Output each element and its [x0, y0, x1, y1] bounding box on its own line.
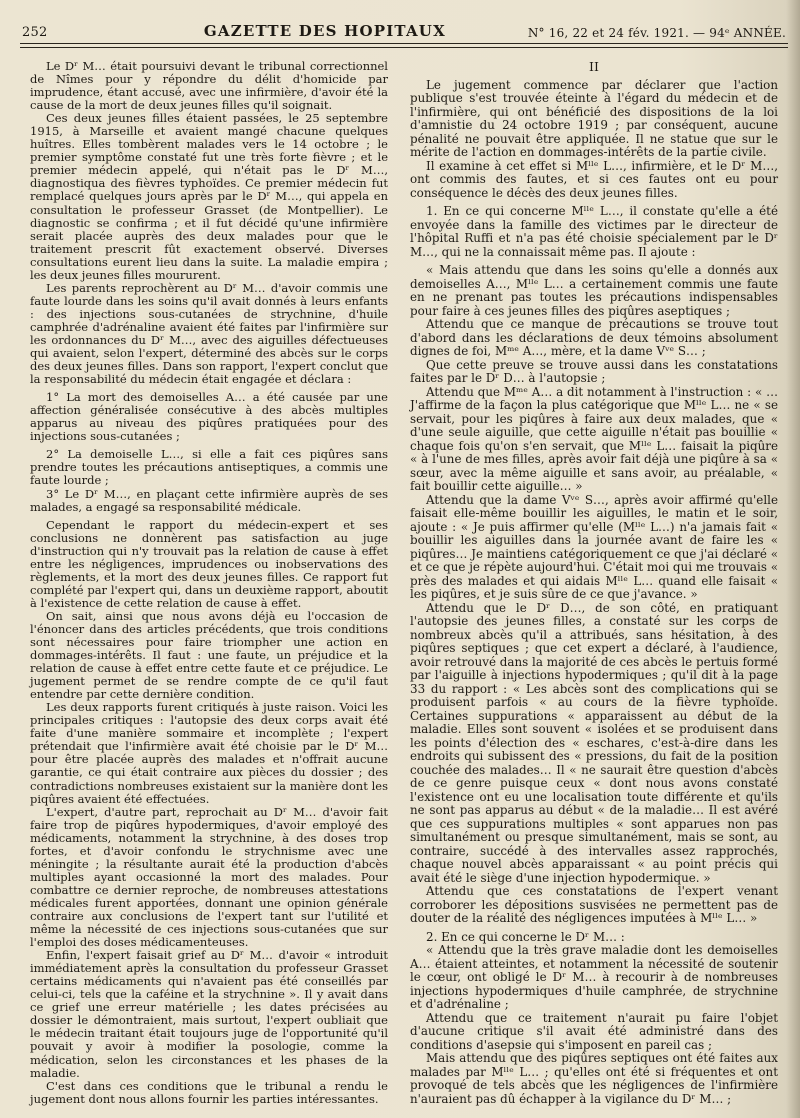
- paragraph: Attendu que la dame Vᵛᵉ S…, après avoir affirmé qu'elle faisait elle-même bouillir les aiguilles, le matin et le soir, ajoute : « Je puis affirmer qu'elle (Mˡˡᵉ L…) n'a jamais fait « bouillir les aiguilles dans la journée avant de faire les « piqûres… Je maintiens catégoriquement ce que j'ai déclaré « et ce que je répète aujourd'hui. C'était moi qui me trouvais « près des malades et qui aidais Mˡˡᵉ L… quand elle faisait « les piqûres, et je suis sûre de ce que j'avance. »: [410, 492, 778, 601]
- journal-title: GAZETTE DES HOPITAUX: [203, 22, 446, 40]
- paragraph: On sait, ainsi que nous avons déjà eu l'occasion de l'énoncer dans des articles précédents, que trois conditions sont nécessaires pour faire triompher une action en dommages-intérêts. Il faut : une faute, un préjudice et la relation de cause à effet entre cette faute et ce préjudice. Le jugement permet de se rendre compte de ce qu'il faut entendre par cette dernière condition.: [30, 608, 388, 702]
- paragraph: Attendu que ces constatations de l'expert venant corroborer les dépositions susvisées ne permettent pas de douter de la réalité des négligences imputées à Mˡˡᵉ L… »: [410, 884, 778, 925]
- paragraph: C'est dans ces conditions que le tribunal a rendu le jugement dont nous allons fournir les parties intéressantes.: [30, 1078, 388, 1106]
- page-edge-shadow: [786, 0, 800, 1118]
- paragraph: Attendu que ce manque de précautions se trouve tout d'abord dans les déclarations de deux témoins absolument dignes de foi, Mᵐᵉ A…, mère, et la dame Vᵛᵉ S… ;: [410, 317, 778, 358]
- header-rule-thin: [20, 47, 788, 48]
- paragraph: Les deux rapports furent critiqués à juste raison. Voici les principales critiques : l'autopsie des deux corps avait été faite d'une manière sommaire et incomplète ; l'expert prétendait que l'infirmière avait été choisie par le Dʳ M… pour être placée auprès des malades et n'offrait aucune garantie, ce qui était contraire aux pièces du dossier ; des contradictions nombreuses existaient sur la manière dont les piqûres avaient été effectuées.: [30, 700, 388, 806]
- page-header: [22, 14, 786, 40]
- paragraph: 2° La demoiselle L…, si elle a fait ces piqûres sans prendre toutes les précautions antiseptiques, a commis une faute lourde ;: [30, 447, 388, 488]
- section-number: II: [589, 59, 599, 74]
- paragraph: Cependant le rapport du médecin-expert et ses conclusions ne donnèrent pas satisfaction au juge d'instruction qui n'y trouvait pas la relation de cause à effet entre les négligences, imprudences ou inobservations des règlements, et la mort des deux jeunes filles. Ce rapport fut complété par l'expert qui, dans un deuxième rapport, aboutit à l'existence de cette relation de cause à effet.: [30, 517, 388, 610]
- paragraph: Enfin, l'expert faisait grief au Dʳ M… d'avoir « introduit immédiatement après la consultation du professeur Grasset certains médicaments qui n'avaient pas été conseillés par celui-ci, tels que la caféine et la strychnine ». Il y avait dans ce grief une erreur matérielle ; les dates précisées au dossier le démontraient, mais surtout, l'expert oubliait que le médecin traitant était toujours juge de l'opportunité qu'il pouvait y avoir à modifier la posologie, comme la médication, selon les circonstances et les phases de la maladie.: [30, 948, 388, 1080]
- paragraph: « Attendu que la très grave maladie dont les demoiselles A… étaient atteintes, et notamment la nécessité de soutenir le cœur, ont obligé le Dʳ M… à recourir à de nombreuses injections hypodermiques d'huile camphrée, de strychnine et d'adrénaline ;: [410, 943, 778, 1011]
- paragraph: Il examine à cet effet si Mˡˡᵉ L…, infirmière, et le Dʳ M…, ont commis des fautes, et si ces fautes ont eu pour conséquence le décès des deux jeunes filles.: [410, 158, 778, 200]
- right-column: [410, 60, 778, 1106]
- paragraph: Le jugement commence par déclarer que l'action publique s'est trouvée éteinte à l'égard du médecin et de l'infirmière, qui ont bénéficié des dispositions de la loi d'amnistie du 24 octobre 1919 ; par conséquent, aucune pénalité ne pouvait être appliquée. Il ne statue que sur le mérite de l'action en dommages-intérêts de la partie civile.: [410, 77, 778, 159]
- paragraph: 2. En ce qui concerne le Dʳ M… :: [426, 929, 625, 944]
- header-rule-thick: [20, 43, 788, 44]
- paragraph: 1° La mort des demoiselles A… a été causée par une affection généralisée consécutive à des abcès multiples apparus au niveau des piqûres pratiquées pour des injections sous-cutanées ;: [30, 390, 388, 444]
- paragraph: Attendu que Mᵐᵉ A… a dit notamment à l'instruction : « … J'affirme de la façon la plus catégorique que Mˡˡᵉ L… ne « se servait, pour les piqûres à faire aux deux malades, que « d'une seule aiguille, que cette aiguille n'était pas bouillie « chaque fois qu'on s'en servait, que Mˡˡᵉ L… faisait la piqûre « à l'une de mes filles, après avoir fait déjà une piqûre à sa « sœur, avec la même aiguille et sans avoir, au préalable, « fait bouillir cette aiguille… »: [410, 384, 778, 493]
- paragraph: Attendu que le Dʳ D…, de son côté, en pratiquant l'autopsie des jeunes filles, a constaté sur les corps de nombreux abcès qu'il a attribués, sans hésitation, à des piqûres septiques ; que cet expert a déclaré, à l'audience, avoir retrouvé dans la majorité de ces abcès le pertuis formé par l'aiguille à injections hypodermiques ; qu'il dit à la page 33 du rapport : « Les abcès sont des complications qui se produisent parfois « au cours de la fièvre typhoïde. Certaines suppurations « apparaissent au début de la maladie. Elles sont souvent « isolées et se produisent dans les points d'élection des « eschares, c'est-à-dire dans les endroits qui subissent des « pressions, du fait de la position couchée des malades… Il « ne saurait être question d'abcès de ce genre puisque ceux « dont nous avons constaté l'existence ont eu une localisation toute différente et qu'ils ne sont pas apparus au début « de la maladie… Il est avéré que ces suppurations multiples « sont apparues non pas simultanément ou presque simultanément, mais se sont, au contraire, succédé à des intervalles assez rapprochés, chaque nouvel abcès apparaissant « au point précis qui avait été le siège d'une injection hypodermique. »: [410, 600, 778, 885]
- page-number: 252: [22, 25, 48, 40]
- paragraph: « Mais attendu que dans les soins qu'elle a donnés aux demoiselles A…, Mˡˡᵉ L… a certainement commis une faute en ne prenant pas toutes les précautions indispensables pour faire à ces jeunes filles des piqûres aseptiques ;: [410, 263, 778, 318]
- left-column: [30, 60, 388, 1106]
- paragraph: Mais attendu que des piqûres septiques ont été faites aux malades par Mˡˡᵉ L… ; qu'elles ont été si fréquentes et ont provoqué de tels abcès que les négligences de l'infirmière n'auraient pas dû échapper à la vigilance du Dʳ M… ;: [410, 1051, 778, 1106]
- paragraph: Le Dʳ M… était poursuivi devant le tribunal correctionnel de Nîmes pour y répondre du délit d'homicide par imprudence, étant accusé, avec une infirmière, d'avoir été la cause de la mort de deux jeunes filles qu'il soignait.: [30, 59, 388, 113]
- paragraph: 3° Le Dʳ M…, en plaçant cette infirmière auprès de ses malades, a engagé sa responsabilité médicale.: [30, 486, 388, 514]
- paragraph: L'expert, d'autre part, reprochait au Dʳ M… d'avoir fait faire trop de piqûres hypodermiques, d'avoir employé des médicaments, notamment la strychnine, à des doses trop fortes, et d'avoir confondu le strychnisme avec une méningite ; la résultante aurait été la production d'abcès multiples ayant occasionné la mort des malades. Pour combattre ce dernier reproche, de nombreuses attestations médicales furent apportées, donnant une opinion générale contraire aux conclusions de l'expert tant sur l'utilité et même la nécessité de ces injections sous-cutanées que sur l'emploi des doses médicamenteuses.: [30, 804, 388, 950]
- paragraph: Que cette preuve se trouve aussi dans les constatations faites par le Dʳ D… à l'autopsie ;: [410, 357, 778, 385]
- paragraph: 1. En ce qui concerne Mˡˡᵉ L…, il constate qu'elle a été envoyée dans la famille des victimes par le directeur de l'hôpital Ruffi et n'a pas été choisie spécialement par le Dʳ M…, qui ne la connaissait même pas. Il ajoute :: [410, 204, 778, 259]
- issue-info: N° 16, 22 et 24 fév. 1921. — 94ᵉ ANNÉE.: [527, 26, 786, 40]
- paragraph: Les parents reprochèrent au Dʳ M… d'avoir commis une faute lourde dans les soins qu'il avait donnés à leurs enfants : des injections sous-cutanées de strychnine, d'huile camphrée d'adrénaline avaient été faites par l'infirmière sur les ordonnances du Dʳ M…, avec des aiguilles défectueuses qui avaient, selon l'expert, déterminé des abcès sur le corps des deux jeunes filles. Dans son rapport, l'expert conclut que la responsabilité du médecin était engagée et déclara :: [30, 280, 388, 387]
- paragraph: Ces deux jeunes filles étaient passées, le 25 septembre 1915, à Marseille et avaient mangé chacune quelques huîtres. Elles tombèrent malades vers le 14 octobre ; le premier symptôme constaté fut une très forte fièvre ; et le premier médecin appelé, qui n'était pas le Dʳ M…, diagnostiqua des fièvres typhoïdes. Ce premier médecin fut remplacé quelques jours après par le Dʳ M…, qui appela en consultation le professeur Grasset (de Montpellier). Le diagnostic se confirma ; et il fut décidé qu'une infirmière serait placée auprès des deux malades pour que le traitement prescrit fût exactement observé. Diverses consultations eurent lieu dans la suite. La maladie empira ; les deux jeunes filles moururent.: [30, 111, 388, 282]
- paragraph: Attendu que ce traitement n'aurait pu faire l'objet d'aucune critique s'il avait été administré dans des conditions d'asepsie qui s'imposent en pareil cas ;: [410, 1010, 778, 1052]
